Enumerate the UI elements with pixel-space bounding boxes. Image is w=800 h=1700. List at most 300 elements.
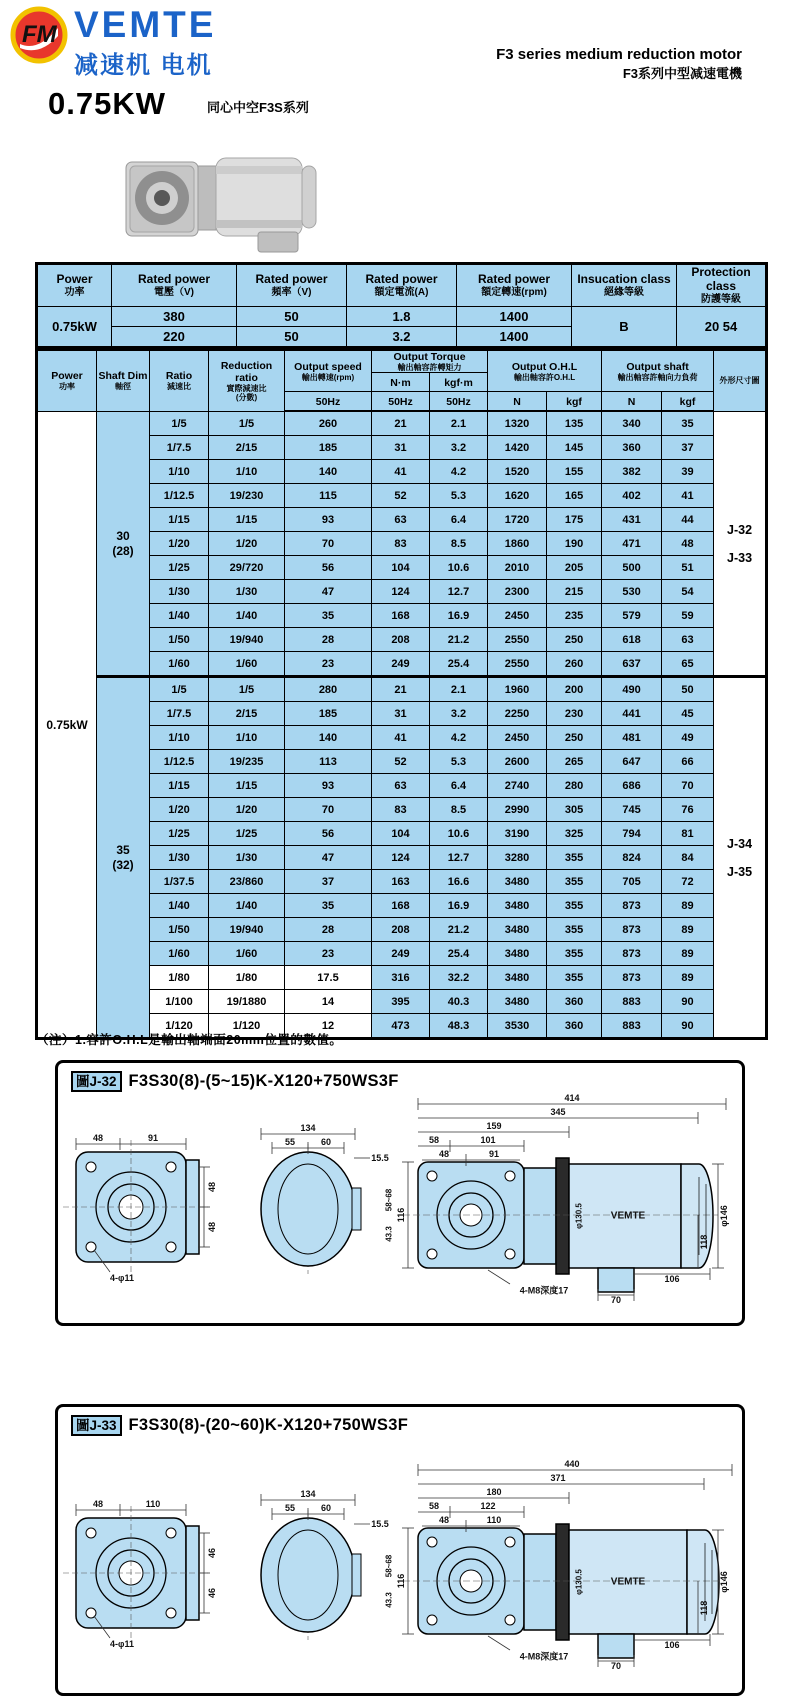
- spec-cell: 3480: [488, 966, 547, 990]
- spec-header-reduction: Reduction ratio 實際減速比 (分數): [209, 350, 285, 412]
- spec-cell: 65: [662, 652, 714, 677]
- spec-cell: 1/15: [150, 508, 209, 532]
- spec-cell: 1/10: [209, 460, 285, 484]
- spec-cell: 23: [285, 942, 372, 966]
- spec-cell: 163: [372, 870, 430, 894]
- spec-cell: 2250: [488, 702, 547, 726]
- spec-cell: 2/15: [209, 702, 285, 726]
- spec-cell: 260: [285, 411, 372, 436]
- spec-cell: 3480: [488, 918, 547, 942]
- dimension-label: 110: [486, 1515, 502, 1525]
- spec-cell: 205: [547, 556, 602, 580]
- dimension-label: 4-M8深度17: [519, 1651, 569, 1662]
- spec-cell: 355: [547, 846, 602, 870]
- spec-cell: 250: [547, 628, 602, 652]
- spec-cell: 145: [547, 436, 602, 460]
- spec-cell: 473: [372, 1014, 430, 1039]
- spec-cell: 250: [547, 726, 602, 750]
- spec-cell: 48.3: [430, 1014, 488, 1039]
- spec-cell: 19/235: [209, 750, 285, 774]
- spec-cell: 481: [602, 726, 662, 750]
- spec-cell: 0.75kW: [37, 411, 97, 1039]
- spec-cell: 1/7.5: [150, 436, 209, 460]
- dimension-label: 101: [480, 1135, 496, 1145]
- dimension-label: 116: [396, 1207, 406, 1223]
- spec-cell: 44: [662, 508, 714, 532]
- spec-cell: 3480: [488, 894, 547, 918]
- spec-cell: 3530: [488, 1014, 547, 1039]
- spec-cell: 402: [602, 484, 662, 508]
- spec-cell: 21: [372, 677, 430, 702]
- spec-cell: 382: [602, 460, 662, 484]
- spec-cell: 1/25: [209, 822, 285, 846]
- spec-cell: 19/940: [209, 918, 285, 942]
- dimension-label: VEMTE: [610, 1576, 646, 1588]
- dimension-label: 43.3: [384, 1592, 394, 1608]
- spec-cell: 200: [547, 677, 602, 702]
- dimension-label: 371: [550, 1473, 566, 1483]
- dimension-label: 106: [664, 1274, 680, 1284]
- spec-cell: 4.2: [430, 460, 488, 484]
- spec-cell: 1/25: [150, 556, 209, 580]
- dimension-label: 122: [480, 1501, 496, 1511]
- dimension-label: 60: [320, 1503, 332, 1513]
- spec-cell: 824: [602, 846, 662, 870]
- dimension-label: 48: [92, 1133, 104, 1143]
- spec-cell: 12: [285, 1014, 372, 1039]
- spec-cell: 3.2: [430, 702, 488, 726]
- series-title-en: F3 series medium reduction motor: [496, 46, 742, 63]
- figure-ref: J-32: [727, 522, 753, 537]
- spec-cell: 1/12.5: [150, 750, 209, 774]
- dimension-label: 159: [486, 1121, 502, 1131]
- spec-cell: 135: [547, 411, 602, 436]
- spec-header-torque: Output Torque 輸出軸容許轉矩力: [372, 350, 488, 373]
- spec-cell: 12.7: [430, 846, 488, 870]
- spec-cell: 41: [662, 484, 714, 508]
- dimension-label: φ146: [719, 1571, 729, 1593]
- spec-cell: 1/5: [209, 677, 285, 702]
- brand-subtitle: 减速机 电机: [74, 51, 213, 79]
- spec-cell: 2/15: [209, 436, 285, 460]
- spec-cell: 1/5: [150, 411, 209, 436]
- spec-cell: 83: [372, 798, 430, 822]
- spec-cell: 3280: [488, 846, 547, 870]
- dimension-label: 91: [147, 1133, 159, 1143]
- spec-cell: 25.4: [430, 652, 488, 677]
- dimension-label: 106: [664, 1640, 680, 1650]
- spec-cell: 50: [662, 677, 714, 702]
- spec-cell: 280: [285, 677, 372, 702]
- spec-cell: 1/5: [209, 411, 285, 436]
- spec-cell: 530: [602, 580, 662, 604]
- spec-cell: 1/30: [150, 846, 209, 870]
- spec-cell: 883: [602, 1014, 662, 1039]
- spec-table: [35, 348, 768, 1040]
- dimension-label: 43.3: [384, 1226, 394, 1242]
- spec-cell: 3.2: [430, 436, 488, 460]
- dimension-label: 58~68: [384, 1188, 394, 1212]
- product-photo: [118, 136, 333, 258]
- brand-header: [10, 6, 216, 80]
- dimension-label: φ130.5: [574, 1203, 584, 1229]
- spec-cell: 76: [662, 798, 714, 822]
- spec-cell: 10.6: [430, 822, 488, 846]
- rating-header-power: Power 功率: [37, 264, 112, 307]
- page-power-title: 0.75KW: [48, 86, 166, 121]
- dimension-label: 55: [284, 1137, 296, 1147]
- spec-subheader-50hz: 50Hz: [430, 392, 488, 412]
- technical-drawing-j33: [58, 1458, 742, 1673]
- spec-cell: 3480: [488, 870, 547, 894]
- spec-cell: 93: [285, 774, 372, 798]
- spec-header-ratio: Ratio 減速比: [150, 350, 209, 412]
- spec-cell: 5.3: [430, 750, 488, 774]
- dimension-label: 134: [300, 1489, 316, 1499]
- dimension-label: 116: [396, 1573, 406, 1589]
- spec-cell: 29/720: [209, 556, 285, 580]
- spec-cell: 2.1: [430, 677, 488, 702]
- spec-cell: 10.6: [430, 556, 488, 580]
- spec-cell: 39: [662, 460, 714, 484]
- figure-model-code: F3S30(8)-(5~15)K-X120+750WS3F: [128, 1072, 399, 1090]
- spec-header-shaft-load: Output shaft 輸出軸容許軸向力負荷: [602, 350, 714, 392]
- rating-protection-value: 20 54: [677, 306, 767, 347]
- spec-cell: 1720: [488, 508, 547, 532]
- spec-cell: 21.2: [430, 628, 488, 652]
- spec-cell: 2550: [488, 628, 547, 652]
- spec-cell: 1/80: [209, 966, 285, 990]
- rating-cell: 220: [112, 326, 237, 347]
- figure-ref-cell: [714, 677, 767, 1039]
- spec-cell: 16.6: [430, 870, 488, 894]
- spec-cell: 395: [372, 990, 430, 1014]
- drawing-views-icon: [58, 1092, 745, 1307]
- spec-cell: 2.1: [430, 411, 488, 436]
- shaft-dim-cell: 30 (28): [97, 411, 150, 677]
- dimension-label: 4-φ11: [110, 1639, 134, 1649]
- spec-cell: 360: [547, 1014, 602, 1039]
- spec-cell: 21.2: [430, 918, 488, 942]
- brand-name: VEMTE: [74, 4, 217, 45]
- spec-cell: 1/10: [150, 460, 209, 484]
- dimension-label: 48: [207, 1221, 217, 1233]
- spec-cell: 340: [602, 411, 662, 436]
- dimension-label: 46: [207, 1547, 217, 1559]
- spec-cell: 35: [285, 604, 372, 628]
- spec-cell: 265: [547, 750, 602, 774]
- spec-cell: 1960: [488, 677, 547, 702]
- spec-cell: 1/5: [150, 677, 209, 702]
- spec-cell: 28: [285, 918, 372, 942]
- spec-cell: 1/10: [209, 726, 285, 750]
- footnote: （注）1.容許O.H.L是輸出軸端面20mm位置的數值。: [36, 1033, 343, 1047]
- spec-cell: 5.3: [430, 484, 488, 508]
- spec-cell: 104: [372, 556, 430, 580]
- dimension-label: 345: [550, 1107, 566, 1117]
- spec-cell: 2300: [488, 580, 547, 604]
- rating-header-protection: Protection class 防護等級: [677, 264, 767, 307]
- rating-row-380: [37, 306, 767, 326]
- spec-cell: 155: [547, 460, 602, 484]
- spec-cell: 72: [662, 870, 714, 894]
- spec-cell: 1/37.5: [150, 870, 209, 894]
- spec-cell: 89: [662, 942, 714, 966]
- spec-cell: 37: [662, 436, 714, 460]
- spec-cell: 56: [285, 822, 372, 846]
- spec-cell: 90: [662, 1014, 714, 1039]
- dimension-label: 58: [428, 1501, 440, 1511]
- spec-cell: 89: [662, 894, 714, 918]
- dimension-label: 58~68: [384, 1554, 394, 1578]
- spec-cell: 1320: [488, 411, 547, 436]
- spec-header-row-1: [37, 350, 767, 373]
- spec-cell: 355: [547, 894, 602, 918]
- spec-cell: 873: [602, 918, 662, 942]
- dimension-label: 118: [699, 1234, 709, 1250]
- figure-ref: J-35: [727, 864, 753, 879]
- dimension-label: 15.5: [371, 1519, 389, 1529]
- spec-cell: 168: [372, 894, 430, 918]
- rating-header-voltage: Rated power 電壓（V): [112, 264, 237, 307]
- spec-cell: 14: [285, 990, 372, 1014]
- spec-subheader-kgf: kgf: [547, 392, 602, 412]
- spec-cell: 63: [372, 508, 430, 532]
- spec-cell: 705: [602, 870, 662, 894]
- dimension-label: VEMTE: [610, 1210, 646, 1222]
- dimension-label: 60: [320, 1137, 332, 1147]
- spec-cell: 25.4: [430, 942, 488, 966]
- spec-cell: 185: [285, 702, 372, 726]
- spec-cell: 51: [662, 556, 714, 580]
- spec-cell: 59: [662, 604, 714, 628]
- rating-header-current: Rated power 額定電流(A): [347, 264, 457, 307]
- spec-row: [37, 411, 767, 436]
- spec-cell: 1/30: [209, 846, 285, 870]
- dimension-label: 58: [428, 1135, 440, 1145]
- spec-subheader-kgf: kgf: [662, 392, 714, 412]
- spec-cell: 1/40: [150, 604, 209, 628]
- spec-cell: 230: [547, 702, 602, 726]
- spec-cell: 1620: [488, 484, 547, 508]
- rating-power-value: 0.75kW: [37, 306, 112, 347]
- spec-cell: 1/15: [209, 508, 285, 532]
- drawing-views-icon: [58, 1458, 745, 1673]
- spec-cell: 1/20: [209, 798, 285, 822]
- spec-cell: 47: [285, 580, 372, 604]
- dimension-label: 118: [699, 1600, 709, 1616]
- rating-header-frequency: Rated power 頻率（V): [237, 264, 347, 307]
- spec-cell: 115: [285, 484, 372, 508]
- rating-cell: 50: [237, 306, 347, 326]
- spec-cell: 19/1880: [209, 990, 285, 1014]
- spec-cell: 325: [547, 822, 602, 846]
- spec-cell: 745: [602, 798, 662, 822]
- spec-cell: 190: [547, 532, 602, 556]
- spec-cell: 1/20: [150, 798, 209, 822]
- spec-cell: 1/20: [150, 532, 209, 556]
- spec-cell: 1/50: [150, 628, 209, 652]
- figure-badge: 圖J-33: [71, 1415, 122, 1436]
- spec-cell: 70: [662, 774, 714, 798]
- spec-cell: 4.2: [430, 726, 488, 750]
- spec-cell: 1520: [488, 460, 547, 484]
- spec-cell: 48: [662, 532, 714, 556]
- technical-drawing-j32: [58, 1092, 742, 1307]
- spec-cell: 35: [662, 411, 714, 436]
- dimension-label: 110: [145, 1499, 161, 1509]
- dimension-label: 48: [438, 1149, 450, 1159]
- spec-cell: 47: [285, 846, 372, 870]
- dimension-label: 46: [207, 1587, 217, 1599]
- spec-cell: 208: [372, 918, 430, 942]
- spec-cell: 316: [372, 966, 430, 990]
- spec-cell: 873: [602, 942, 662, 966]
- spec-cell: 83: [372, 532, 430, 556]
- rating-cell: 1.8: [347, 306, 457, 326]
- spec-cell: 66: [662, 750, 714, 774]
- spec-cell: 1/30: [209, 580, 285, 604]
- spec-cell: 3480: [488, 990, 547, 1014]
- spec-cell: 1/20: [209, 532, 285, 556]
- shaft-dim-cell: 35 (32): [97, 677, 150, 1039]
- spec-cell: 686: [602, 774, 662, 798]
- spec-subheader-n: N: [602, 392, 662, 412]
- spec-cell: 35: [285, 894, 372, 918]
- rating-table: [35, 262, 768, 349]
- spec-cell: 41: [372, 460, 430, 484]
- spec-cell: 1/25: [150, 822, 209, 846]
- spec-cell: 8.5: [430, 532, 488, 556]
- figure-box-j32: [55, 1060, 745, 1326]
- spec-cell: 6.4: [430, 508, 488, 532]
- dimension-label: 4-φ11: [110, 1273, 134, 1283]
- spec-header-ohl: Output O.H.L 輸出軸容許O.H.L: [488, 350, 602, 392]
- dimension-label: 134: [300, 1123, 316, 1133]
- spec-cell: 249: [372, 942, 430, 966]
- spec-cell: 31: [372, 436, 430, 460]
- spec-cell: 249: [372, 652, 430, 677]
- spec-cell: 2600: [488, 750, 547, 774]
- spec-cell: 1/40: [209, 894, 285, 918]
- rating-header-row: [37, 264, 767, 307]
- dimension-label: 414: [564, 1093, 580, 1103]
- dimension-label: 48: [438, 1515, 450, 1525]
- spec-cell: 56: [285, 556, 372, 580]
- spec-cell: 37: [285, 870, 372, 894]
- spec-cell: 175: [547, 508, 602, 532]
- spec-cell: 1/50: [150, 918, 209, 942]
- rating-cell: 1400: [457, 326, 572, 347]
- spec-cell: 360: [547, 990, 602, 1014]
- spec-cell: 1860: [488, 532, 547, 556]
- rating-cell: 50: [237, 326, 347, 347]
- spec-subheader-n: N: [488, 392, 547, 412]
- spec-cell: 873: [602, 966, 662, 990]
- spec-cell: 280: [547, 774, 602, 798]
- spec-row: [37, 677, 767, 702]
- spec-header-speed: Output speed 輸出轉速(rpm): [285, 350, 372, 392]
- spec-cell: 1/60: [209, 942, 285, 966]
- spec-cell: 2450: [488, 604, 547, 628]
- spec-cell: 1/100: [150, 990, 209, 1014]
- spec-cell: 52: [372, 750, 430, 774]
- spec-cell: 16.9: [430, 604, 488, 628]
- spec-cell: 54: [662, 580, 714, 604]
- figure-box-j33: [55, 1404, 745, 1696]
- spec-subheader-50hz: 50Hz: [372, 392, 430, 412]
- spec-cell: 2010: [488, 556, 547, 580]
- rating-cell: 1400: [457, 306, 572, 326]
- spec-cell: 113: [285, 750, 372, 774]
- dimension-label: φ146: [719, 1205, 729, 1227]
- spec-cell: 32.2: [430, 966, 488, 990]
- spec-cell: 6.4: [430, 774, 488, 798]
- spec-cell: 3480: [488, 942, 547, 966]
- spec-header-kgfm: kgf·m: [430, 373, 488, 392]
- spec-cell: 45: [662, 702, 714, 726]
- spec-cell: 579: [602, 604, 662, 628]
- spec-cell: 441: [602, 702, 662, 726]
- spec-header-shaft: Shaft Dim 軸徑: [97, 350, 150, 412]
- spec-subheader-50hz: 50Hz: [285, 392, 372, 412]
- spec-cell: 19/940: [209, 628, 285, 652]
- series-name: 同心中空F3S系列: [207, 100, 309, 115]
- spec-cell: 360: [602, 436, 662, 460]
- dimension-label: 70: [610, 1295, 622, 1305]
- spec-cell: 1/60: [209, 652, 285, 677]
- spec-cell: 165: [547, 484, 602, 508]
- dimension-label: 180: [486, 1487, 502, 1497]
- spec-cell: 168: [372, 604, 430, 628]
- spec-cell: 2450: [488, 726, 547, 750]
- spec-cell: 93: [285, 508, 372, 532]
- spec-cell: 260: [547, 652, 602, 677]
- spec-cell: 1/120: [150, 1014, 209, 1039]
- spec-cell: 124: [372, 846, 430, 870]
- spec-cell: 355: [547, 870, 602, 894]
- spec-cell: 2740: [488, 774, 547, 798]
- dimension-label: 55: [284, 1503, 296, 1513]
- spec-cell: 1/10: [150, 726, 209, 750]
- dimension-label: 48: [207, 1181, 217, 1193]
- spec-cell: 70: [285, 532, 372, 556]
- rating-header-speed: Rated power 額定轉速(rpm): [457, 264, 572, 307]
- spec-cell: 81: [662, 822, 714, 846]
- spec-cell: 1/60: [150, 942, 209, 966]
- dimension-label: 15.5: [371, 1153, 389, 1163]
- spec-cell: 2550: [488, 652, 547, 677]
- spec-cell: 124: [372, 580, 430, 604]
- spec-cell: 637: [602, 652, 662, 677]
- spec-cell: 305: [547, 798, 602, 822]
- spec-cell: 1/15: [150, 774, 209, 798]
- spec-cell: 140: [285, 460, 372, 484]
- spec-cell: 1/40: [150, 894, 209, 918]
- spec-cell: 794: [602, 822, 662, 846]
- rating-cell: 3.2: [347, 326, 457, 347]
- spec-cell: 23/860: [209, 870, 285, 894]
- spec-cell: 355: [547, 942, 602, 966]
- dimension-label: 91: [488, 1149, 500, 1159]
- spec-cell: 490: [602, 677, 662, 702]
- spec-cell: 41: [372, 726, 430, 750]
- rating-cell: 380: [112, 306, 237, 326]
- figure-badge: 圖J-32: [71, 1071, 122, 1092]
- spec-cell: 873: [602, 894, 662, 918]
- spec-header-nm: N·m: [372, 373, 430, 392]
- figure-ref-cell: [714, 411, 767, 677]
